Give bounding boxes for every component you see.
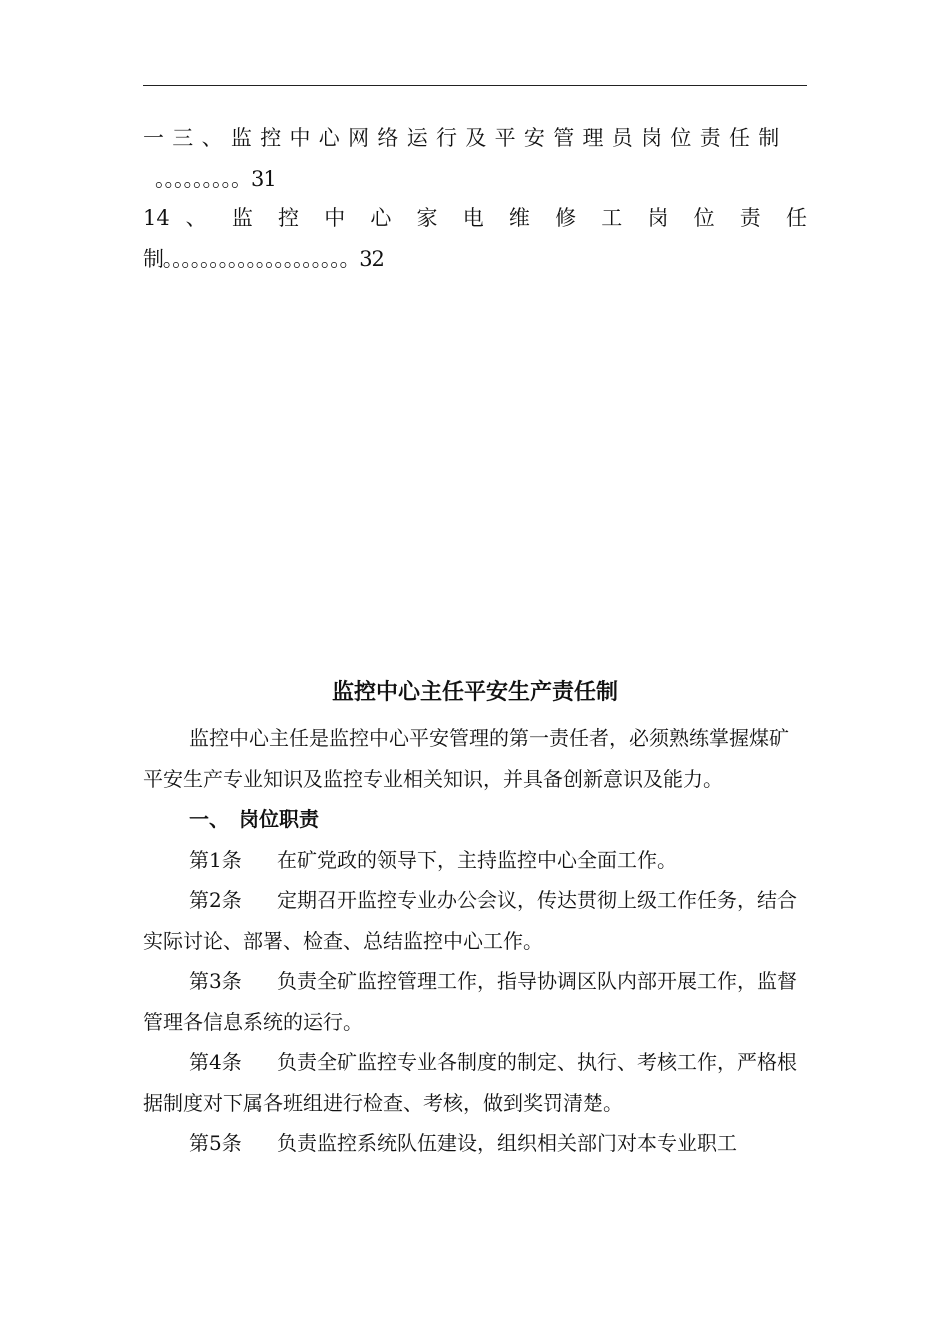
article-2-number: 第2条 — [189, 888, 242, 912]
toc-entry-13-page: 。。。。。。。。。31 — [155, 167, 276, 191]
toc-entry-14-page: 制。。。。。。。。。。。。。。。。。。。。32 — [143, 247, 384, 271]
article-3 — [143, 961, 807, 1042]
article-2 — [143, 880, 807, 961]
header-rule — [143, 85, 807, 86]
article-4 — [143, 1042, 807, 1123]
section-heading: 一、 岗位职责 — [189, 807, 319, 831]
document-title: 监控中心主任平安生产责任制 — [331, 680, 618, 705]
toc-entry-14[interactable] — [143, 203, 807, 233]
article-5-text: 负责监控系统队伍建设，组织相关部门对本专业职工 — [277, 1131, 737, 1155]
toc-entry-14-title: 14 、 监 控 中 心 家 电 维 修 工 岗 位 责 任 — [143, 206, 807, 230]
article-4-text: 负责全矿监控专业各制度的制定、执行、考核工作，严格根据制度对下属各班组进行检查、考核，做到奖罚清楚。 — [143, 1050, 797, 1115]
article-3-number: 第3条 — [189, 969, 242, 993]
article-4-number: 第4条 — [189, 1050, 242, 1074]
toc-entry-13-leader — [143, 164, 807, 194]
article-3-text: 负责全矿监控管理工作，指导协调区队内部开展工作，监督管理各信息系统的运行。 — [143, 969, 797, 1034]
toc-entry-14-leader — [143, 244, 807, 274]
article-1 — [143, 840, 807, 881]
toc-entry-13-title: 一三、监控中心网络运行及平安管理员岗位责任制 — [143, 126, 788, 150]
article-2-text: 定期召开监控专业办公会议，传达贯彻上级工作任务，结合实际讨论、部署、检查、总结监控中心工作。 — [143, 888, 797, 953]
toc-entry-13[interactable] — [143, 123, 807, 153]
article-1-number: 第1条 — [189, 847, 242, 872]
document-body — [143, 718, 807, 1164]
article-5 — [143, 1123, 807, 1164]
intro-paragraph: 监控中心主任是监控中心平安管理的第一责任者，必须熟练掌握煤矿平安生产专业知识及监控专业相关知识，并具备创新意识及能力。 — [143, 726, 789, 791]
article-5-number: 第5条 — [189, 1131, 242, 1155]
article-1-text: 在矿党政的领导下，主持监控中心全面工作。 — [277, 847, 677, 872]
